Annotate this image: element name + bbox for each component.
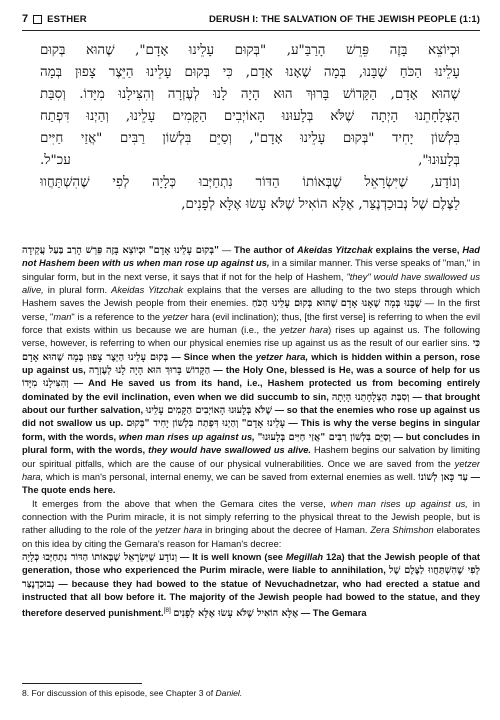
bold-run: — The Gemara <box>298 608 367 619</box>
text-run: It emerges from the above that when the Gemara cites the verse, <box>32 498 331 509</box>
hebrew-source-text <box>40 40 460 240</box>
italic-run: "they" would have swallowed us alive, <box>22 271 480 296</box>
text-run: in plural form. <box>43 285 112 296</box>
hebrew-phrase: "בְּקוּם עָלֵינוּ אָדָם" <box>148 245 219 256</box>
bold-run: — so that the enemies who rose up against us did not swallow us up. <box>22 405 480 429</box>
hebrew-phrase: שֶׁהוּא בְּקוּם עָלֵינוּ הַכֹּחַ <box>251 298 338 310</box>
italic-run: Zera Shimshon <box>370 525 434 536</box>
hebrew-phrase: וְהַיְנוּ דִּפְתַח בִּלְשׁוֹן יָחִיד "בְּקוּם <box>126 418 239 430</box>
italic-run: man <box>53 311 72 322</box>
bold-run: — The quote ends here. <box>22 471 480 496</box>
bold-run: — that brought about our further salvation, <box>22 391 480 416</box>
commentary-paragraph <box>22 498 480 551</box>
hebrew-line: בְּלָעוּנוּ", עכ"ל. <box>40 153 460 168</box>
bold-run: — And He saved us from its hand, i.e., Hashem protected us from becoming entirely dominated by the evil inclination, even when we did succumb to sin, <box>22 378 480 402</box>
text-run: in connection with the Purim miracle, it is not simply referring to the physical threat to the Jewish people, but is rather alluding to the role of the <box>22 498 480 536</box>
footnote-italic: Daniel. <box>215 688 243 698</box>
bold-run: explains the verse, <box>372 245 463 255</box>
bold-run: — This is why the verse begins in singular form, with the words, <box>22 418 480 442</box>
hebrew-phrase: וְסַיֵּם בִּלְשׁוֹן רַבִּים "אֲזַי חַיִּים בְּלָעוּנוּ" <box>257 431 391 443</box>
bold-run: 12a) that the Jewish people of that generation, those who experienced the Purim miracle, were liable to annihilation, <box>22 551 480 576</box>
running-header <box>22 10 480 31</box>
footnote-text: 8. For discussion of this episode, see Chapter 3 of <box>22 688 216 698</box>
hebrew-line: הַצְלָחָתֵנוּ הָיְתָה שֶׁלֹּא בְּלָעוּנוּ הָאוֹיְבִים הַקָּמִים עָלֵינוּ, וְהַיְנוּ דִּפְתַח <box>40 109 460 124</box>
commentary-body <box>22 244 480 672</box>
header-left <box>22 13 87 25</box>
hebrew-phrase: וְהִצִּילָנוּ מִיָּדוֹ <box>22 378 69 390</box>
hebrew-phrase: אֶלָּא הוֹאִיל שֶׁלֹּא עָשׂוּ אֶלָּא לְפָנִים <box>173 608 299 620</box>
text-run: elaborates on this idea by citing the Gemara's reason for Haman's decree: <box>22 525 480 549</box>
text-run: hara (evil inclination); thus, [the first verse] is referring to when the evil force that exists within us because we are human (i.e., the <box>22 311 480 336</box>
footnote-divider <box>22 683 142 684</box>
hebrew-phrase: שֶׁבָּנוּ בְּמָה שֶׁאָנוּ אָדָם <box>340 298 422 310</box>
bold-run: The author of <box>234 245 297 255</box>
italic-run: yetzer hara, <box>255 351 309 362</box>
italic-run: Akeidas Yitzchak <box>111 285 184 296</box>
hebrew-line: וְנוֹדָע, שֶׁיִּשְׂרָאֵל שֶׁבְּאוֹתוֹ הַדּוֹר נִתְחַיְּבוּ כְּלָיָה לְפִי שֶׁהִשְׁתַּחֲווּ <box>40 175 460 190</box>
hebrew-line: בִּלְשׁוֹן יָחִיד "בְּקוּם עָלֵינוּ אָדָם", וְסַיֵּם בִּלְשׁוֹן רַבִּים "אֲזַי חַיִּים <box>40 131 460 146</box>
text-run: in a similar manner. This verse speaks of "man," in singular form, but in the next verse, it says that if not for the help of Hashem, <box>22 258 480 282</box>
hebrew-phrase: לְפִי שֶׁהִשְׁתַּחֲווּ לַצֶּלֶם שֶׁל נְבוּכַדְנֶצַּר <box>22 565 480 590</box>
text-run: Hashem begins our salvation by limiting our spiritual pitfalls, which are the cause of our physical vulnerabilities. Once we are saved from the <box>22 445 480 469</box>
book-title: ESTHER <box>47 13 87 25</box>
italic-run: when man rises up against us, <box>118 431 255 442</box>
hebrew-line: וּכְיוֹצֵא בָּזֶה פֵּרֵשׁ הָרַבַּ"ע, "בְּקוּם עָלֵינוּ אָדָם", שֶׁהוּא בְּקוּם <box>40 43 460 58</box>
italic-run: when man rises up against us, <box>330 498 468 509</box>
ornament-box-icon <box>33 15 42 24</box>
hebrew-phrase: וְנוֹדָע שֶׁיִּשְׂרָאֵל שֶׁבְּאוֹתוֹ הַדּוֹר נִתְחַיְּבוּ כְּלָיָה <box>22 551 178 563</box>
footnote <box>22 688 480 699</box>
italic-run: yetzer hara <box>155 525 203 536</box>
text-run: which is man's personal, internal enemy, we can be saved from external enemies as well. <box>43 471 419 482</box>
hebrew-phrase: וּכְיוֹצֵא בָּזֶה פֵּרֵשׁ הָרַב בַּעַל עֲקֵידָה <box>22 245 146 256</box>
hebrew-line: שֶׁהוּא אָדָם, הַקָּדוֹשׁ בָּרוּךְ הוּא הָיָה לָנוּ לְעֶזְרָה וְהִצִּילָנוּ מִיָּדוֹ. וְסִבַּת <box>40 87 460 102</box>
chapter-title: DERUSH I: THE SALVATION OF THE JEWISH PEOPLE (1:1) <box>208 13 480 25</box>
hebrew-phrase: עַד כָּאן לְשׁוֹנוֹ <box>418 471 468 483</box>
text-run: ) rises up against us. The following verse, however, is referring to when our physical enemies rise up against us as the result of our earlier sins. <box>22 325 480 349</box>
italic-run: Had not Hashem been with us when man rose up against us, <box>22 245 480 269</box>
italic-run: yetzer hara, <box>22 458 480 482</box>
text-run: " is a reference to the <box>71 311 163 322</box>
page-number: 7 <box>22 13 29 25</box>
text-run: in bringing about the decree of Haman. <box>202 525 371 536</box>
hebrew-phrase: כִּי בְּקוּם עָלֵינוּ הַיֵּצֶר צָפוּן בְּמָה שֶׁהוּא אָדָם <box>22 338 480 363</box>
hebrew-phrase: הַקָּדוֹשׁ בָּרוּךְ הוּא הָיָה לָנוּ לְעֶזְרָה <box>88 365 211 377</box>
italic-run: Akeidas Yitzchak <box>296 245 373 255</box>
hebrew-phrase: שֶׁלֹּא בְּלָעוּנוּ הָאוֹיְבִים הַקָּמִים עָלֵינוּ <box>145 405 273 417</box>
bold-run: which is hidden within a person, rose up against us, <box>22 351 480 376</box>
italic-run: yetzer <box>162 311 189 322</box>
text-run: explains that the verses are alluding to the two steps through which Hashem saves the Jewish people from their enemies. <box>22 285 480 309</box>
commentary-paragraph <box>22 244 480 498</box>
hebrew-line: עָלֵינוּ הַכֹּחַ שֶׁבָּנוּ, בְּמָה שֶׁאָנוּ אָדָם, כִּי בְּקוּם עָלֵינוּ הַיֵּצֶר צָפוּן בְּמָה <box>40 65 460 80</box>
italic-run: they would have swallowed us alive. <box>148 445 311 456</box>
commentary-paragraph <box>22 551 480 621</box>
bold-run: — because they had bowed to the statue of Nevuchadnetzar, who had erected a statue and instructed that all bow before it. The majority of the Jewish people had bowed to the statue, and they therefore deserved punishment. <box>22 578 480 619</box>
hebrew-phrase: עָלֵינוּ אָדָם" <box>241 418 286 430</box>
italic-run: Megillah <box>285 551 324 562</box>
bold-run: — Since when the <box>168 351 256 362</box>
hebrew-line: לַצֶּלֶם שֶׁל נְבוּכַדְנֶצַּר, אֶלָּא הוֹאִיל שֶׁלֹּא עָשׂוּ אֶלָּא לְפָנִים, <box>181 197 460 212</box>
text-run: — In the first verse, " <box>22 298 480 322</box>
text-run: — <box>218 245 235 255</box>
italic-run: yetzer hara <box>280 325 329 336</box>
bold-run: — It is well known (see <box>177 551 286 562</box>
footnote-marker[interactable]: [8] <box>163 607 171 615</box>
bold-run: — the Holy One, blessed is He, was a source of help for us <box>210 365 480 376</box>
hebrew-phrase: וְסִבַּת הַצְלָחָתֵנוּ הָיְתָה <box>331 391 410 403</box>
bold-run: — but concludes in plural form, with the words, <box>22 431 480 456</box>
